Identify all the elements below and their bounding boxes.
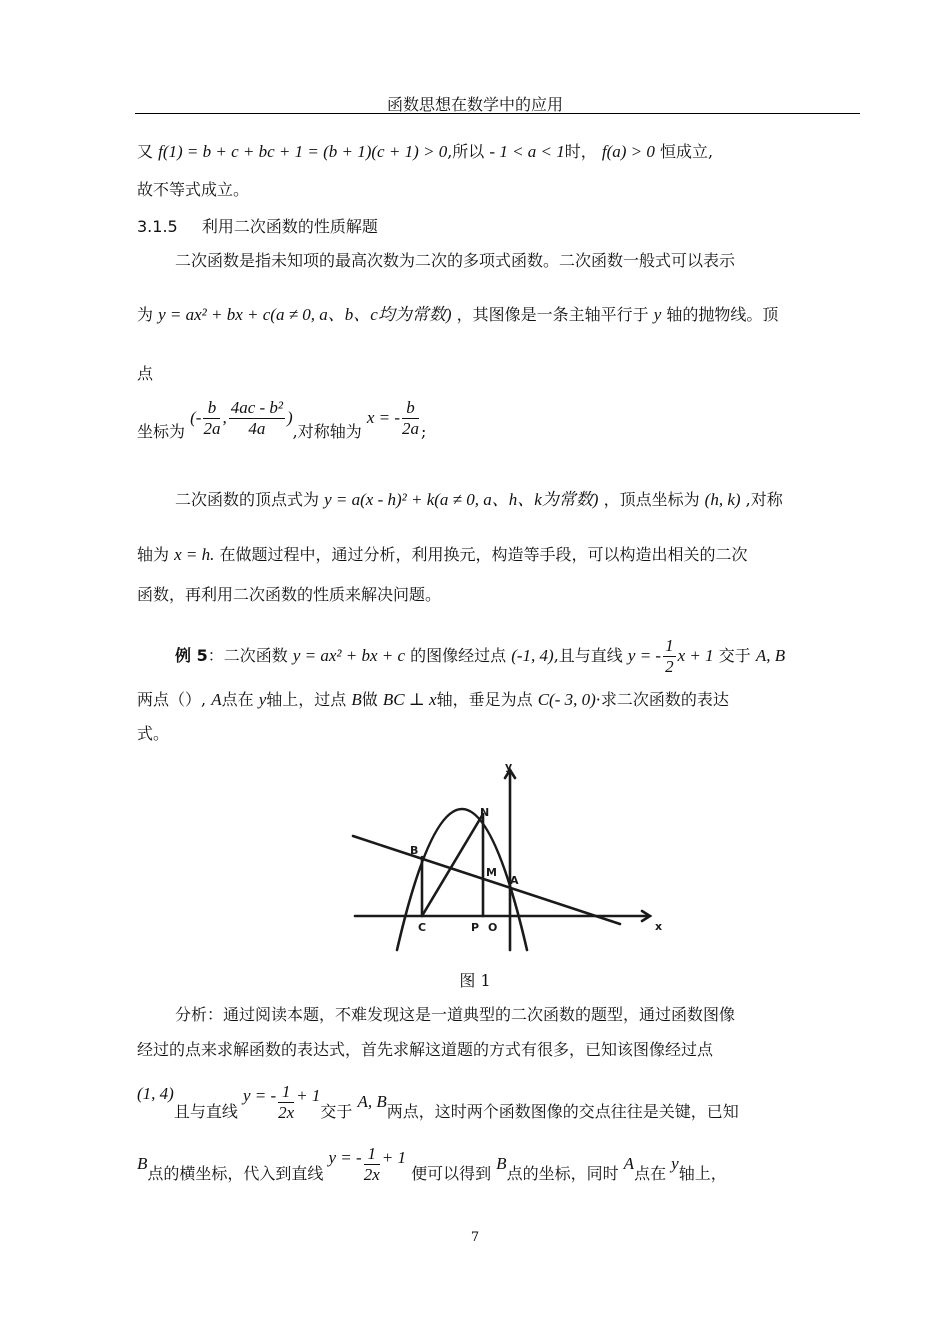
label-y: y <box>505 760 513 773</box>
para2-line2 <box>137 545 748 565</box>
straight-line <box>353 836 620 924</box>
var-a: A <box>623 1154 635 1173</box>
analysis-line1: 分析：通过阅读本题，不难发现这是一道典型的二次函数的题型，通过函数图像 <box>175 1005 736 1024</box>
para2-line1 <box>175 490 783 510</box>
header-rule <box>135 113 860 114</box>
formula-ab: A, B <box>755 646 786 665</box>
analysis-line3 <box>137 1082 739 1123</box>
text: 交于 <box>320 1102 353 1121</box>
formula-fa: f(a) > 0 <box>601 142 655 161</box>
example-line1 <box>175 636 785 677</box>
text: ：二次函数 <box>207 646 288 665</box>
formula-point: (1, 4) <box>137 1084 174 1103</box>
fraction-half: $\frac{1}{2}$ <box>665 636 674 676</box>
text: 时， <box>564 142 597 161</box>
var-b: B <box>351 690 362 709</box>
example-line3: 式。 <box>137 724 170 743</box>
text: 两点（）, <box>137 690 207 709</box>
segment-cn <box>422 814 483 916</box>
para1-line1: 二次函数是指未知项的最高次数为二次的多项式函数。二次函数一般式可以表示 <box>175 251 736 270</box>
text: 轴上，过点 <box>266 690 347 709</box>
fraction-1-2x: $\frac{1}{2x}$ <box>363 1144 380 1184</box>
text: 便可以得到 <box>411 1164 492 1183</box>
text: ,且与直线 <box>553 646 623 665</box>
text: 做 <box>361 690 378 709</box>
formula-general-form: y = ax² + bx + c(a ≠ 0, a、b、c均为常数) <box>158 305 452 324</box>
text: 点在 <box>634 1164 667 1183</box>
line-2: 故不等式成立。 <box>137 180 250 199</box>
figure-1 <box>345 758 665 954</box>
para1-line2 <box>137 305 778 325</box>
para1-line3: 点 <box>137 364 154 383</box>
formula-line: y = - <box>242 1086 277 1105</box>
fraction-axis: $\frac{b}{2a}$ <box>402 398 420 438</box>
var-y: y <box>258 690 267 709</box>
text: ,所以 <box>447 142 485 161</box>
para2-line3: 函数，再利用二次函数的性质来解决问题。 <box>137 585 442 604</box>
text: 轴为 <box>137 545 170 564</box>
text: 二次函数的顶点式为 <box>175 490 320 509</box>
fraction-b-2a: $\frac{b}{2a}$ <box>203 398 221 438</box>
text: 在做题过程中，通过分析，利用换元，构造等手段，可以构造出相关的二次 <box>219 545 748 564</box>
formula-point-c: C(- 3, 0) <box>537 690 596 709</box>
text: 两点，这时两个函数图像的交点往往是关键，已知 <box>386 1102 739 1121</box>
text: 点在 <box>221 690 254 709</box>
analysis-line2: 经过的点来求解函数的表达式，首先求解这道题的方式有很多，已知该图像经过点 <box>137 1040 714 1059</box>
formula-vertex: (h, k) <box>704 490 741 509</box>
formula-point: (-1, 4) <box>511 646 554 665</box>
formula-a-range: - 1 < a < 1 <box>489 142 565 161</box>
parabola <box>397 809 527 950</box>
text: 坐标为 <box>137 422 186 441</box>
section-heading <box>137 214 378 237</box>
text: 点的横坐标，代入到直线 <box>147 1164 324 1183</box>
var-b: B <box>496 1154 507 1173</box>
formula-f1: f(1) = b + c + bc + 1 = (b + 1)(c + 1) > 0 <box>158 142 448 161</box>
formula-line-rhs: x + 1 <box>677 646 714 665</box>
text: ·求二次函数的表达 <box>595 690 729 709</box>
formula-line-rhs: + 1 <box>381 1148 406 1167</box>
text: ，其图像是一条主轴平行于 <box>456 305 649 324</box>
text: 轴，垂足为点 <box>436 690 533 709</box>
text: 点的坐标，同时 <box>506 1164 619 1183</box>
section-title: 利用二次函数的性质解题 <box>201 217 378 236</box>
text: 且与直线 <box>173 1102 238 1121</box>
paren: (- <box>190 408 202 427</box>
formula-ab: A, B <box>357 1092 387 1111</box>
text: 轴的抛物线。顶 <box>666 305 779 324</box>
formula-vertex-form: y = a(x - h)² + k(a ≠ 0, a、h、k为常数) <box>324 490 599 509</box>
page-number: 7 <box>470 1230 480 1245</box>
running-header: 函数思想在数学中的应用 <box>386 95 563 114</box>
label-n: N <box>480 806 490 819</box>
formula-axis: x = - <box>366 408 401 427</box>
label-m: M <box>486 866 497 879</box>
text: ,对称 <box>745 490 783 509</box>
label-b: B <box>410 844 419 857</box>
fraction-1-2x: $\frac{1}{2x}$ <box>278 1082 295 1122</box>
var-y: y <box>671 1154 679 1173</box>
formula-axis-h: x = h. <box>174 545 215 564</box>
label-x: x <box>655 920 663 933</box>
section-number: 3.1.5 <box>137 217 178 236</box>
fraction-vertex-y: $\frac{\text{4ac - b²}}{4a}$ <box>230 398 283 438</box>
var-b: B <box>137 1154 148 1173</box>
formula-line-rhs: + 1 <box>296 1086 321 1105</box>
comma: , <box>222 408 227 427</box>
formula-line: y = - <box>328 1148 362 1167</box>
formula-bc: BC ⊥ x <box>382 690 437 709</box>
figure-caption: 图 1 <box>459 971 491 990</box>
var-a: A <box>211 690 222 709</box>
var-y: y <box>653 305 662 324</box>
label-c: C <box>418 921 427 934</box>
text: ; <box>421 422 427 441</box>
label-p: P <box>471 921 480 934</box>
paren: ) <box>287 408 293 427</box>
text: 交于 <box>718 646 751 665</box>
label-o: O <box>488 921 498 934</box>
text: 恒成立, <box>660 142 714 161</box>
example-line2 <box>137 690 729 710</box>
text: 又 <box>137 142 154 161</box>
text: 的图像经过点 <box>410 646 507 665</box>
formula-quadratic: y = ax² + bx + c <box>292 646 406 665</box>
text: 轴上， <box>678 1164 727 1183</box>
label-a: A <box>510 874 519 887</box>
formula-line: y = - <box>627 646 662 665</box>
analysis-line4 <box>137 1144 727 1185</box>
example-label: 例 5 <box>175 646 208 665</box>
line-1 <box>137 142 713 162</box>
text: 为 <box>137 305 154 324</box>
text: ，顶点坐标为 <box>603 490 700 509</box>
para1-line4 <box>137 398 426 442</box>
text: ,对称轴为 <box>292 422 362 441</box>
